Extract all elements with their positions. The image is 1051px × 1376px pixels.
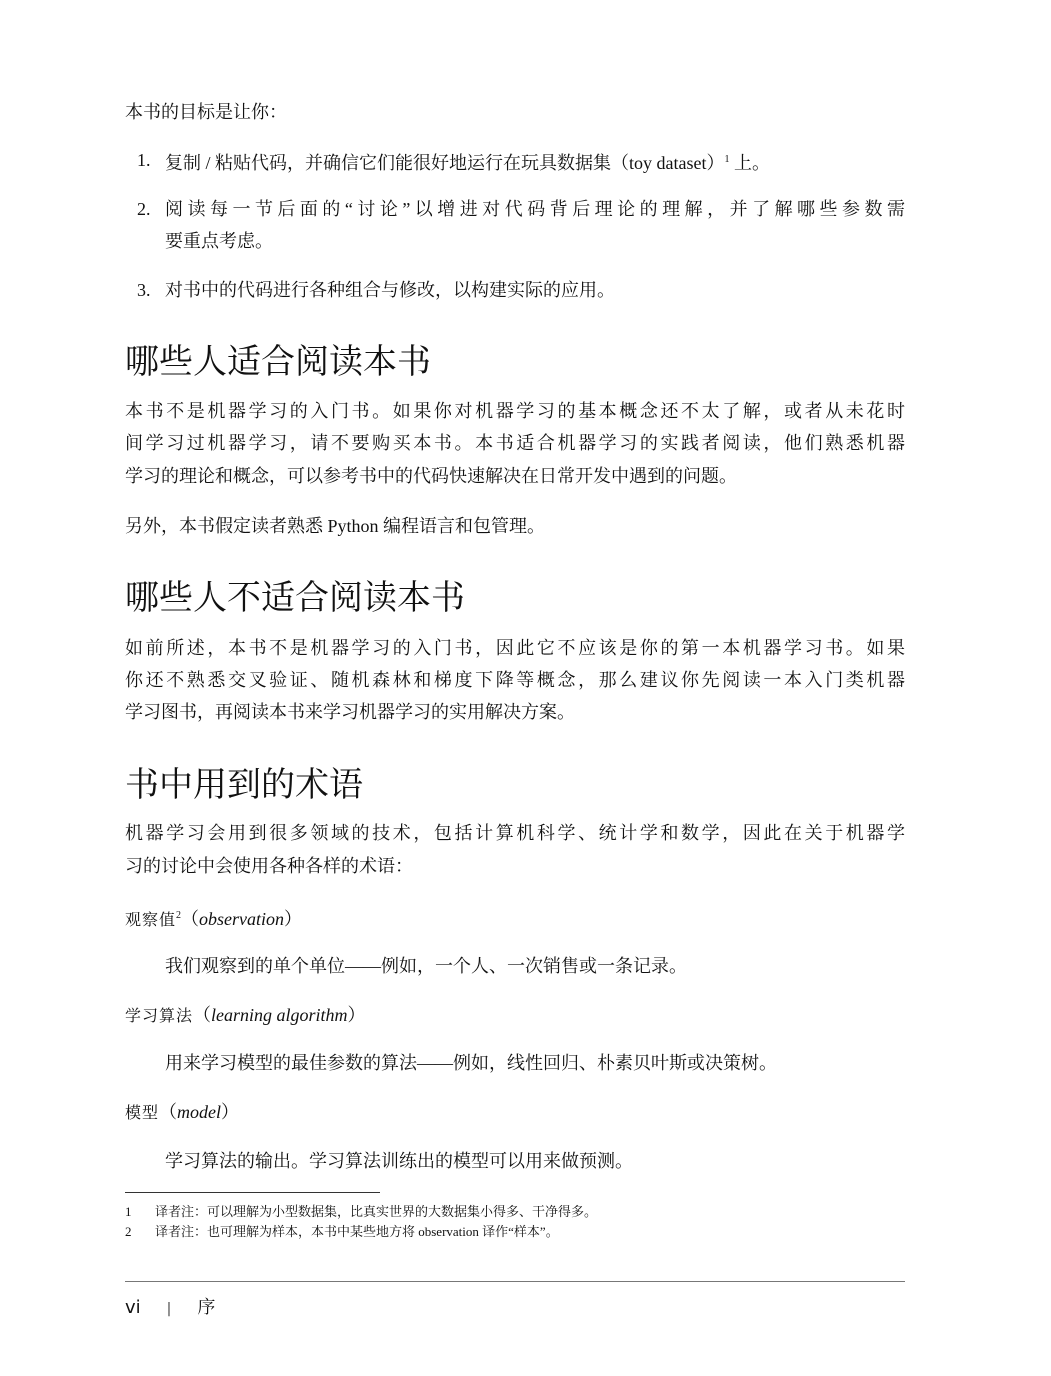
goal-item-2-cont: 要重点考虑。 (165, 231, 273, 251)
footnote-divider (125, 1192, 380, 1193)
page-footer (125, 1293, 215, 1319)
paragraph-line: 学习的理论和概念，可以参考书中的代码快速解决在日常开发中遇到的问题。 (125, 466, 737, 486)
term: 观察值 (125, 910, 177, 929)
footnote-text: 译者注：可以理解为小型数据集，比真实世界的大数据集小得多、干净得多。 (155, 1204, 598, 1219)
item-text: 阅读每一节后面的“讨论”以增进对代码背后理论的理解，并了解哪些参数需 (165, 199, 905, 219)
paragraph-line: 本书不是机器学习的入门书。如果你对机器学习的基本概念还不太了解，或者从未花时 (125, 401, 905, 421)
page-number: vi (125, 1297, 141, 1318)
footer-separator: | (166, 1301, 172, 1317)
paragraph-line: 如前所述，本书不是机器学习的入门书，因此它不应该是你的第一本机器学习书。如果 (125, 638, 905, 658)
footnote (125, 1203, 597, 1221)
footnote (125, 1223, 559, 1241)
intro-text: 本书的目标是让你： (125, 102, 287, 122)
section-heading: 哪些人适合阅读本书 (125, 342, 431, 382)
term-definition: 用来学习模型的最佳参数的算法——例如，线性回归、朴素贝叶斯或决策树。 (165, 1053, 777, 1073)
paragraph-line: 习的讨论中会使用各种各样的术语： (125, 856, 413, 876)
term-title: 模型（model） (125, 1102, 240, 1122)
footnote-number: 1 (125, 1204, 132, 1219)
term: 学习算法 (125, 1006, 194, 1025)
item-number: 2. (137, 199, 151, 219)
goal-item-2 (137, 197, 905, 221)
item-number: 3. (137, 280, 151, 300)
term-title: 观察值$^2$（observation） (125, 909, 303, 929)
footnote-ref[interactable]: 1 (724, 154, 730, 165)
term: 模型 (125, 1103, 160, 1122)
goal-item-3 (137, 278, 905, 302)
footnote-number: 2 (125, 1224, 132, 1239)
item-text: 复制 / 粘贴代码，并确信它们能很好地运行在玩具数据集（toy dataset） (165, 153, 725, 173)
goal-item-1 (137, 148, 905, 175)
footnote-text: 译者注：也可理解为样本，本书中某些地方将 observation 译作“样本”。 (155, 1224, 559, 1239)
paragraph-line: 间学习过机器学习，请不要购买本书。本书适合机器学习的实践者阅读，他们熟悉机器 (125, 433, 905, 453)
section-heading: 哪些人不适合阅读本书 (125, 578, 465, 618)
paragraph-line: 机器学习会用到很多领域的技术，包括计算机科学、统计学和数学，因此在关于机器学 (125, 823, 905, 843)
footnote-ref[interactable]: 2 (176, 910, 182, 921)
paragraph: 另外，本书假定读者熟悉 Python 编程语言和包管理。 (125, 516, 546, 536)
chapter-name: 序 (197, 1297, 216, 1318)
term-definition: 我们观察到的单个单位——例如，一个人、一次销售或一条记录。 (165, 956, 687, 976)
footer-divider (125, 1281, 905, 1282)
term-english: observation (199, 909, 285, 929)
paragraph-line: 你还不熟悉交叉验证、随机森林和梯度下降等概念，那么建议你先阅读一本入门类机器 (125, 670, 905, 690)
item-text: 对书中的代码进行各种组合与修改，以构建实际的应用。 (165, 280, 615, 300)
term-english: model (177, 1102, 222, 1122)
item-text-tail: 上。 (733, 153, 770, 173)
item-number: 1. (137, 150, 151, 170)
term-definition: 学习算法的输出。学习算法训练出的模型可以用来做预测。 (165, 1151, 633, 1171)
term-english: learning algorithm (211, 1005, 348, 1025)
term-title: 学习算法（learning algorithm） (125, 1005, 366, 1025)
paragraph-line: 学习图书，再阅读本书来学习机器学习的实用解决方案。 (125, 702, 575, 722)
section-heading: 书中用到的术语 (125, 765, 363, 805)
